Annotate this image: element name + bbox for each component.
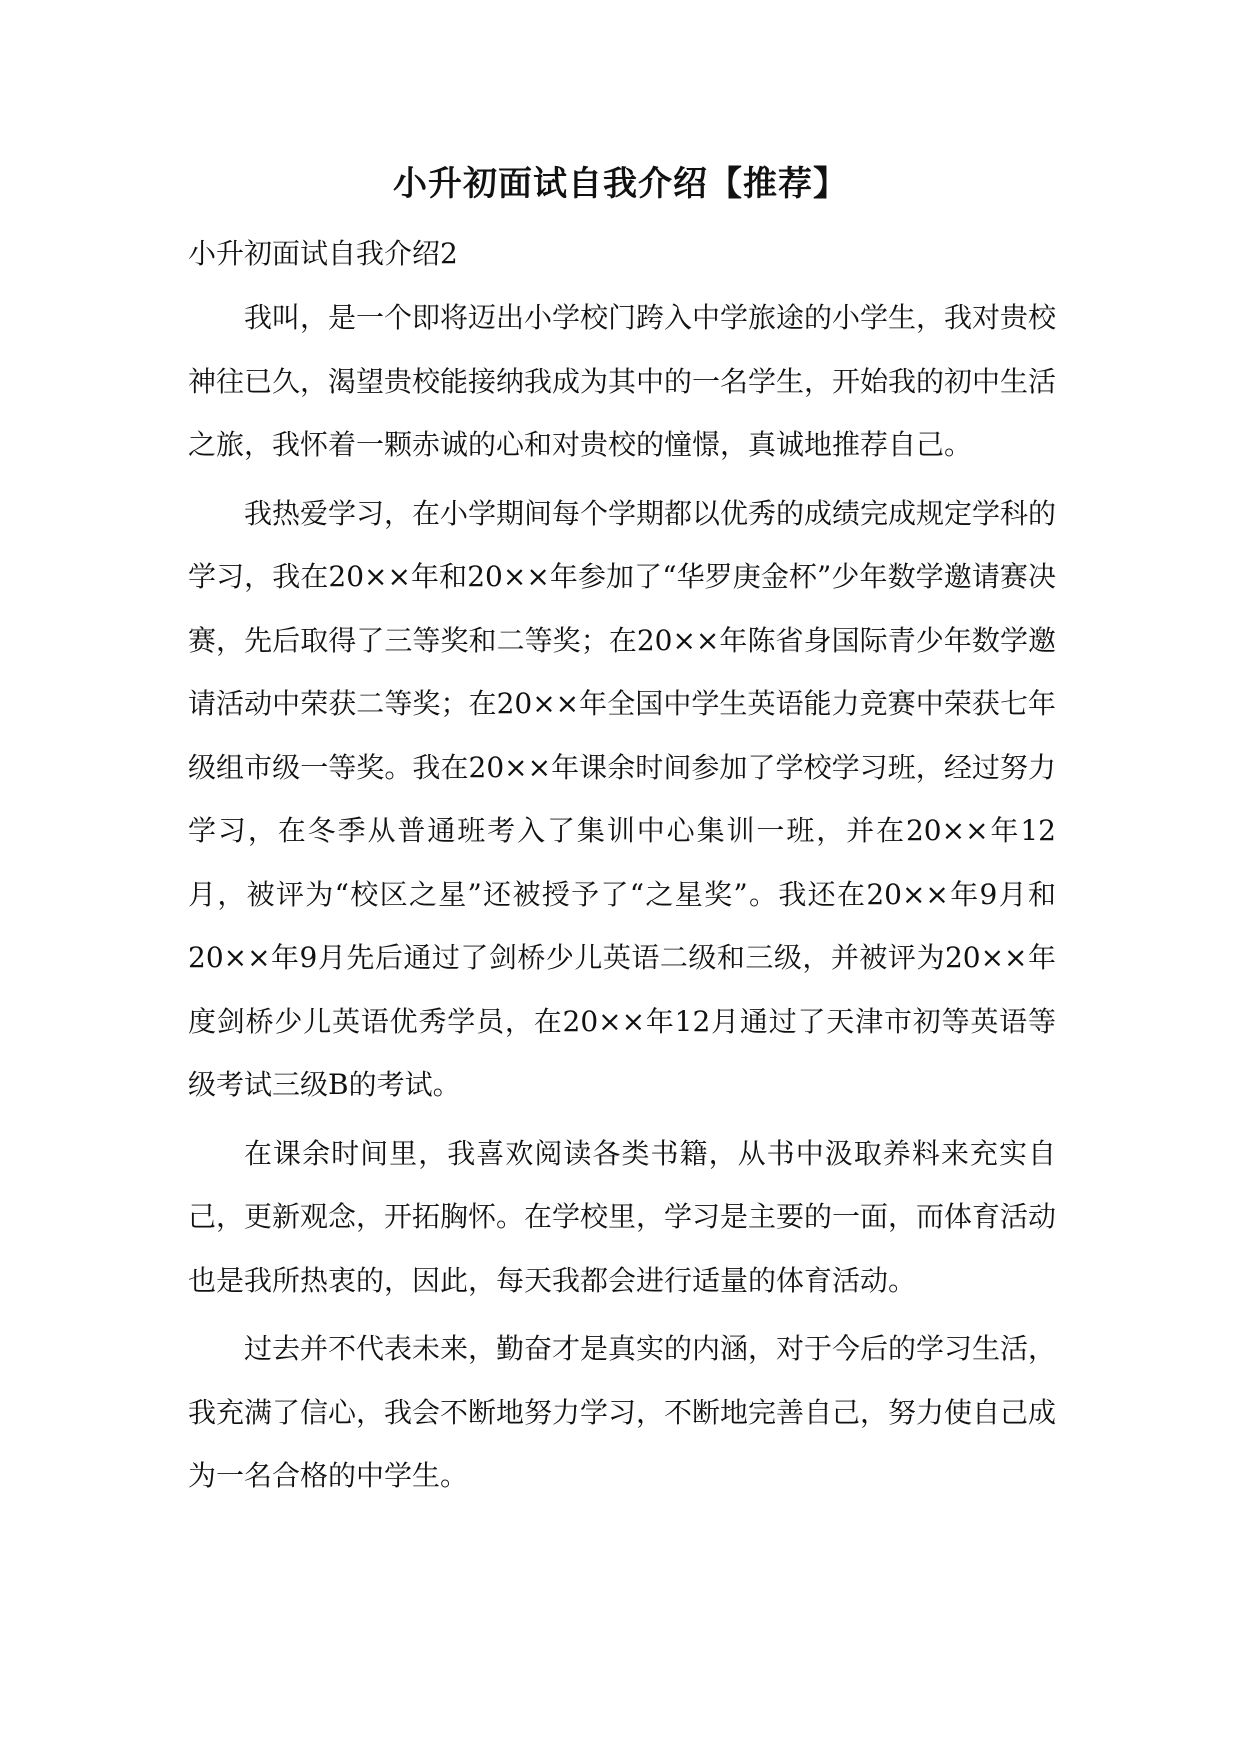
document-body (188, 226, 1056, 1508)
section-subtitle: 小升初面试自我介绍2 (188, 237, 458, 270)
document-title: 小升初面试自我介绍【推荐】 (393, 164, 848, 204)
paragraph-conclusion: 过去并不代表未来，勤奋才是真实的内涵，对于今后的学习生活，我充满了信心，我会不断地努力学习，不断地完善自己，努力使自己成为一名合格的中学生。 (188, 1332, 1057, 1492)
paragraph-achievements: 我热爱学习，在小学期间每个学期都以优秀的成绩完成规定学科的学习，我在20××年和20××年参加了“华罗庚金杯”少年数学邀请赛决赛，先后取得了三等奖和二等奖；在20××年陈省身国际青少年数学邀请活动中荣获二等奖；在20××年全国中学生英语能力竞赛中荣获七年级组市级一等奖。我在20××年课余时间参加了学校学习班，经过努力学习，在冬季从普通班考入了集训中心集训一班，并在20××年12月，被评为“校区之星”还被授予了“之星奖”。我还在20××年9月和20××年9月先后通过了剑桥少儿英语二级和三级，并被评为20××年度剑桥少儿英语优秀学员，在20××年12月通过了天津市初等英语等级考试三级B的考试。 (188, 496, 1057, 1101)
paragraph-introduction: 我叫，是一个即将迈出小学校门跨入中学旅途的小学生，我对贵校神往已久，渴望贵校能接纳我成为其中的一名学生，开始我的初中生活之旅，我怀着一颗赤诚的心和对贵校的憧憬，真诚地推荐自己。 (188, 301, 1057, 461)
paragraph-hobbies: 在课余时间里，我喜欢阅读各类书籍，从书中汲取养料来充实自己，更新观念，开拓胸怀。在学校里，学习是主要的一面，而体育活动也是我所热衷的，因此，每天我都会进行适量的体育活动。 (188, 1136, 1057, 1297)
